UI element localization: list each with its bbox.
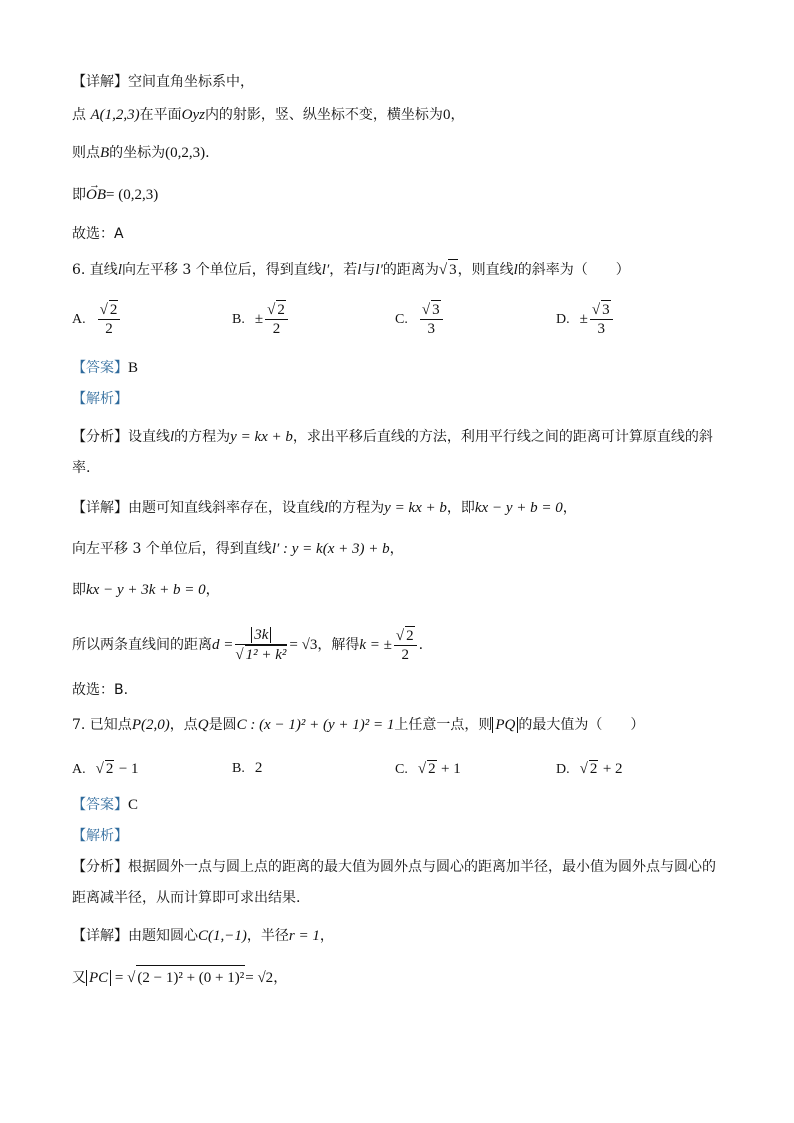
answer-value: B	[128, 360, 139, 376]
option-label: C.	[395, 312, 408, 327]
vector-ob: → OB	[86, 185, 106, 205]
detail-7-line-2: 又 PC = √ (2 − 1)² + (0 + 1)²= √2，	[72, 965, 287, 990]
text: 在平面	[139, 107, 182, 123]
text: ，点	[169, 717, 198, 733]
denominator: 2	[272, 321, 281, 337]
question-6: 6. 直线l向左平移 3 个单位后，得到直线l′，若l与l′的距离为√ 3，则直线l的斜率为（ ）	[72, 259, 630, 280]
text: 向左平移 3 个单位后，得到直线	[72, 541, 272, 557]
option-6a[interactable]: A. $\frac{√ 2}{2}$	[72, 300, 122, 338]
d-value: = √3	[289, 637, 318, 653]
text: 上任意一点，则	[394, 717, 493, 733]
equation: y = kx + b	[384, 500, 447, 516]
circle-equation: C : (x − 1)² + (y + 1)² = 1	[236, 717, 395, 733]
text: 所以两条直线间的距离	[72, 637, 212, 653]
option-label: D.	[556, 762, 570, 777]
option-label: D.	[556, 312, 570, 327]
analysis-6	[72, 422, 722, 484]
option-6d[interactable]: D. ± $\frac{√ 3}{3}$	[556, 300, 615, 338]
equation: y = kx + b	[230, 429, 293, 445]
text: 【详解】由题知圆心	[72, 928, 198, 944]
text: 即	[72, 582, 86, 598]
detail-line-4	[72, 185, 158, 205]
text: 6. 直线	[72, 262, 118, 278]
detail-6-line-2	[72, 539, 404, 559]
option-rest: + 2	[602, 761, 623, 777]
point-q: Q	[197, 717, 209, 733]
detail-7-line-1	[72, 926, 334, 946]
answer-tag: 【答案】	[72, 797, 128, 813]
text: 【分析】设直线	[72, 429, 170, 445]
text: ，解得	[317, 637, 360, 653]
option-rest: 2	[254, 760, 263, 776]
pc-value: = √2	[245, 970, 274, 986]
text: ，	[450, 107, 465, 123]
var: l	[117, 262, 122, 278]
option-label: B.	[232, 761, 245, 776]
text: ，求出平移后直线的方法，利用平行线之间的距离可计算原直线的斜率.	[72, 429, 713, 476]
text: ，若	[329, 262, 358, 278]
text: 的最大值为（ ）	[518, 717, 645, 733]
analysis-7: 【分析】根据圆外一点与圆上点的距离的最大值为圆外点与圆心的距离加半径，最小值为圆外点与圆心的距离减半径，从而计算即可求出结果.	[72, 859, 716, 906]
text: 则点	[72, 145, 100, 161]
answer-tag: 【答案】	[72, 360, 128, 376]
option-label: A.	[72, 762, 86, 777]
option-7d[interactable]: D. √ 2 + 2	[556, 761, 623, 777]
text: ，	[562, 500, 577, 516]
detail-line-1: 【详解】空间直角坐标系中，	[72, 74, 254, 90]
radicand: 3	[448, 259, 458, 280]
text: ，即	[446, 500, 475, 516]
text: 的斜率为（ ）	[517, 262, 630, 278]
answer-value: C	[128, 797, 139, 813]
denominator: 3	[597, 321, 605, 337]
option-label: A.	[72, 312, 86, 327]
numerator: 3k	[251, 627, 271, 643]
text: 7. 已知点	[72, 717, 132, 733]
point-p: P(2,0)	[131, 717, 170, 733]
option-rest: + 1	[441, 761, 461, 777]
detail-6-line-3	[72, 580, 220, 600]
point-b: B	[100, 145, 110, 161]
text: 与	[361, 262, 376, 278]
var: l	[357, 262, 362, 278]
distance-pc: PC	[86, 970, 111, 986]
detail-6-line-1	[72, 498, 577, 518]
text: 内的射影，竖、纵坐标不变，横坐标为	[204, 107, 443, 123]
var: l′	[321, 262, 330, 278]
var: l	[170, 429, 175, 445]
numerator: 3	[602, 302, 610, 318]
radicand: 2	[105, 761, 114, 777]
distance-pq: PQ	[492, 717, 518, 733]
sign: ±	[254, 311, 264, 327]
text: 点	[72, 107, 91, 123]
circle-center: C(1,−1)	[198, 928, 247, 944]
coords: (0,2,3)	[165, 145, 206, 161]
option-6c[interactable]: C. $\frac{√ 3}{3}$	[395, 300, 445, 338]
value-zero: 0	[442, 107, 451, 123]
text: 又	[72, 970, 86, 986]
text: .	[205, 145, 210, 161]
analysis-tag-6: 【解析】	[72, 391, 128, 407]
text: ，半径	[246, 928, 289, 944]
choice-line: 故选：A	[72, 226, 124, 242]
text: 的距离为	[382, 262, 439, 278]
text: 是圆	[208, 717, 237, 733]
text: ，	[273, 970, 288, 986]
option-label: C.	[395, 762, 408, 777]
text: ，	[319, 928, 334, 944]
option-6b[interactable]: B. ± $\frac{√ 2}{2}$	[232, 300, 290, 338]
k-label: k = ±	[359, 637, 392, 653]
radicand: 2	[589, 761, 598, 777]
var: l	[324, 500, 329, 516]
detail-line-2	[72, 105, 464, 125]
option-7a[interactable]: A. √ 2 − 1	[72, 761, 139, 777]
vector-value: = (0,2,3)	[106, 187, 159, 203]
detail-line-3	[72, 143, 210, 163]
text: 向左平移 3 个单位后，得到直线	[121, 262, 322, 278]
plane-oyz: Oyz	[181, 107, 205, 123]
answer-6	[72, 358, 138, 378]
option-rest: − 1	[118, 761, 139, 777]
text: 的方程为	[328, 500, 385, 516]
numerator: 3	[432, 302, 440, 318]
text: ，	[389, 541, 404, 557]
numerator: 2	[277, 302, 285, 318]
var: l	[513, 262, 518, 278]
option-label: B.	[232, 312, 245, 327]
var: l′	[375, 262, 383, 278]
text: 【详解】由题可知直线斜率存在，设直线	[72, 500, 324, 516]
text: ，则直线	[457, 262, 514, 278]
question-7	[72, 715, 644, 735]
text: 即	[72, 187, 86, 203]
radicand: 2	[428, 761, 436, 777]
equation: l′ : y = k(x + 3) + b	[271, 541, 390, 557]
option-7b[interactable]	[232, 760, 262, 777]
radius: r = 1	[288, 928, 320, 944]
choice-line-6: 故选：B.	[72, 682, 129, 698]
numerator: 2	[406, 628, 414, 644]
detail-6-line-4: 所以两条直线间的距离d = $\frac{3k}{\text{√ 1² + k²}}$ = √3，解得k = ± $\frac{√ 2}{2}$ .	[72, 627, 424, 663]
text: 的方程为	[174, 429, 231, 445]
point-a: A(1,2,3)	[90, 107, 140, 123]
radicand: (2 − 1)² + (0 + 1)²	[136, 965, 245, 990]
equation: kx − y + b = 0	[474, 500, 563, 516]
denominator: 3	[427, 321, 435, 337]
equation: kx − y + 3k + b = 0	[86, 582, 206, 598]
text: .	[418, 637, 424, 653]
sign: ±	[579, 311, 588, 327]
text: ，	[205, 582, 220, 598]
analysis-tag-7: 【解析】	[72, 828, 128, 844]
denominator: 2	[105, 321, 113, 337]
answer-7	[72, 795, 138, 815]
numerator: 2	[109, 302, 118, 318]
denominator: 2	[401, 647, 409, 663]
denominator: 1² + k²	[245, 647, 287, 663]
text: 的坐标为	[109, 145, 166, 161]
d-label: d =	[212, 637, 234, 653]
option-7c[interactable]: C. √ 2 + 1	[395, 761, 461, 777]
